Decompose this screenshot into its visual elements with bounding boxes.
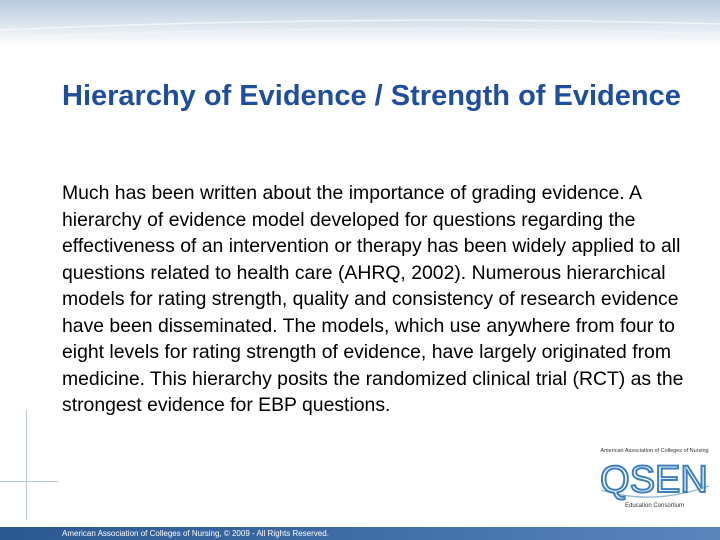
header-decoration	[0, 0, 720, 46]
corner-vertical-line	[26, 410, 27, 520]
qsen-logo-mark	[597, 456, 712, 502]
logo-subtitle: Education Consortium	[624, 503, 685, 509]
qsen-logo	[597, 448, 712, 523]
corner-horizontal-line	[0, 481, 58, 482]
footer-copyright: American Association of Colleges of Nursing, © 2009 - All Rights Reserved.	[62, 529, 329, 538]
slide-body-text: Much has been written about the importance of grading evidence. A hierarchy of evidence model developed for questions regarding the effectiveness of an intervention or therapy has been widely applied to all questions related to health care (AHRQ, 2002). Numerous hierarchical models for rating strength, quality and consistency of research evidence have been disseminated. The models, which use anywhere from four to eight levels for rating strength of evidence, have largely originated from medicine. This hierarchy posits the randomized clinical trial (RCT) as the strongest evidence for EBP questions.	[62, 182, 684, 416]
slide-title: Hierarchy of Evidence / Strength of Evidence	[62, 80, 681, 112]
logo-wordmark: QSEN	[600, 459, 708, 501]
logo-org-text: American Association of Colleges of Nursing	[600, 448, 709, 454]
